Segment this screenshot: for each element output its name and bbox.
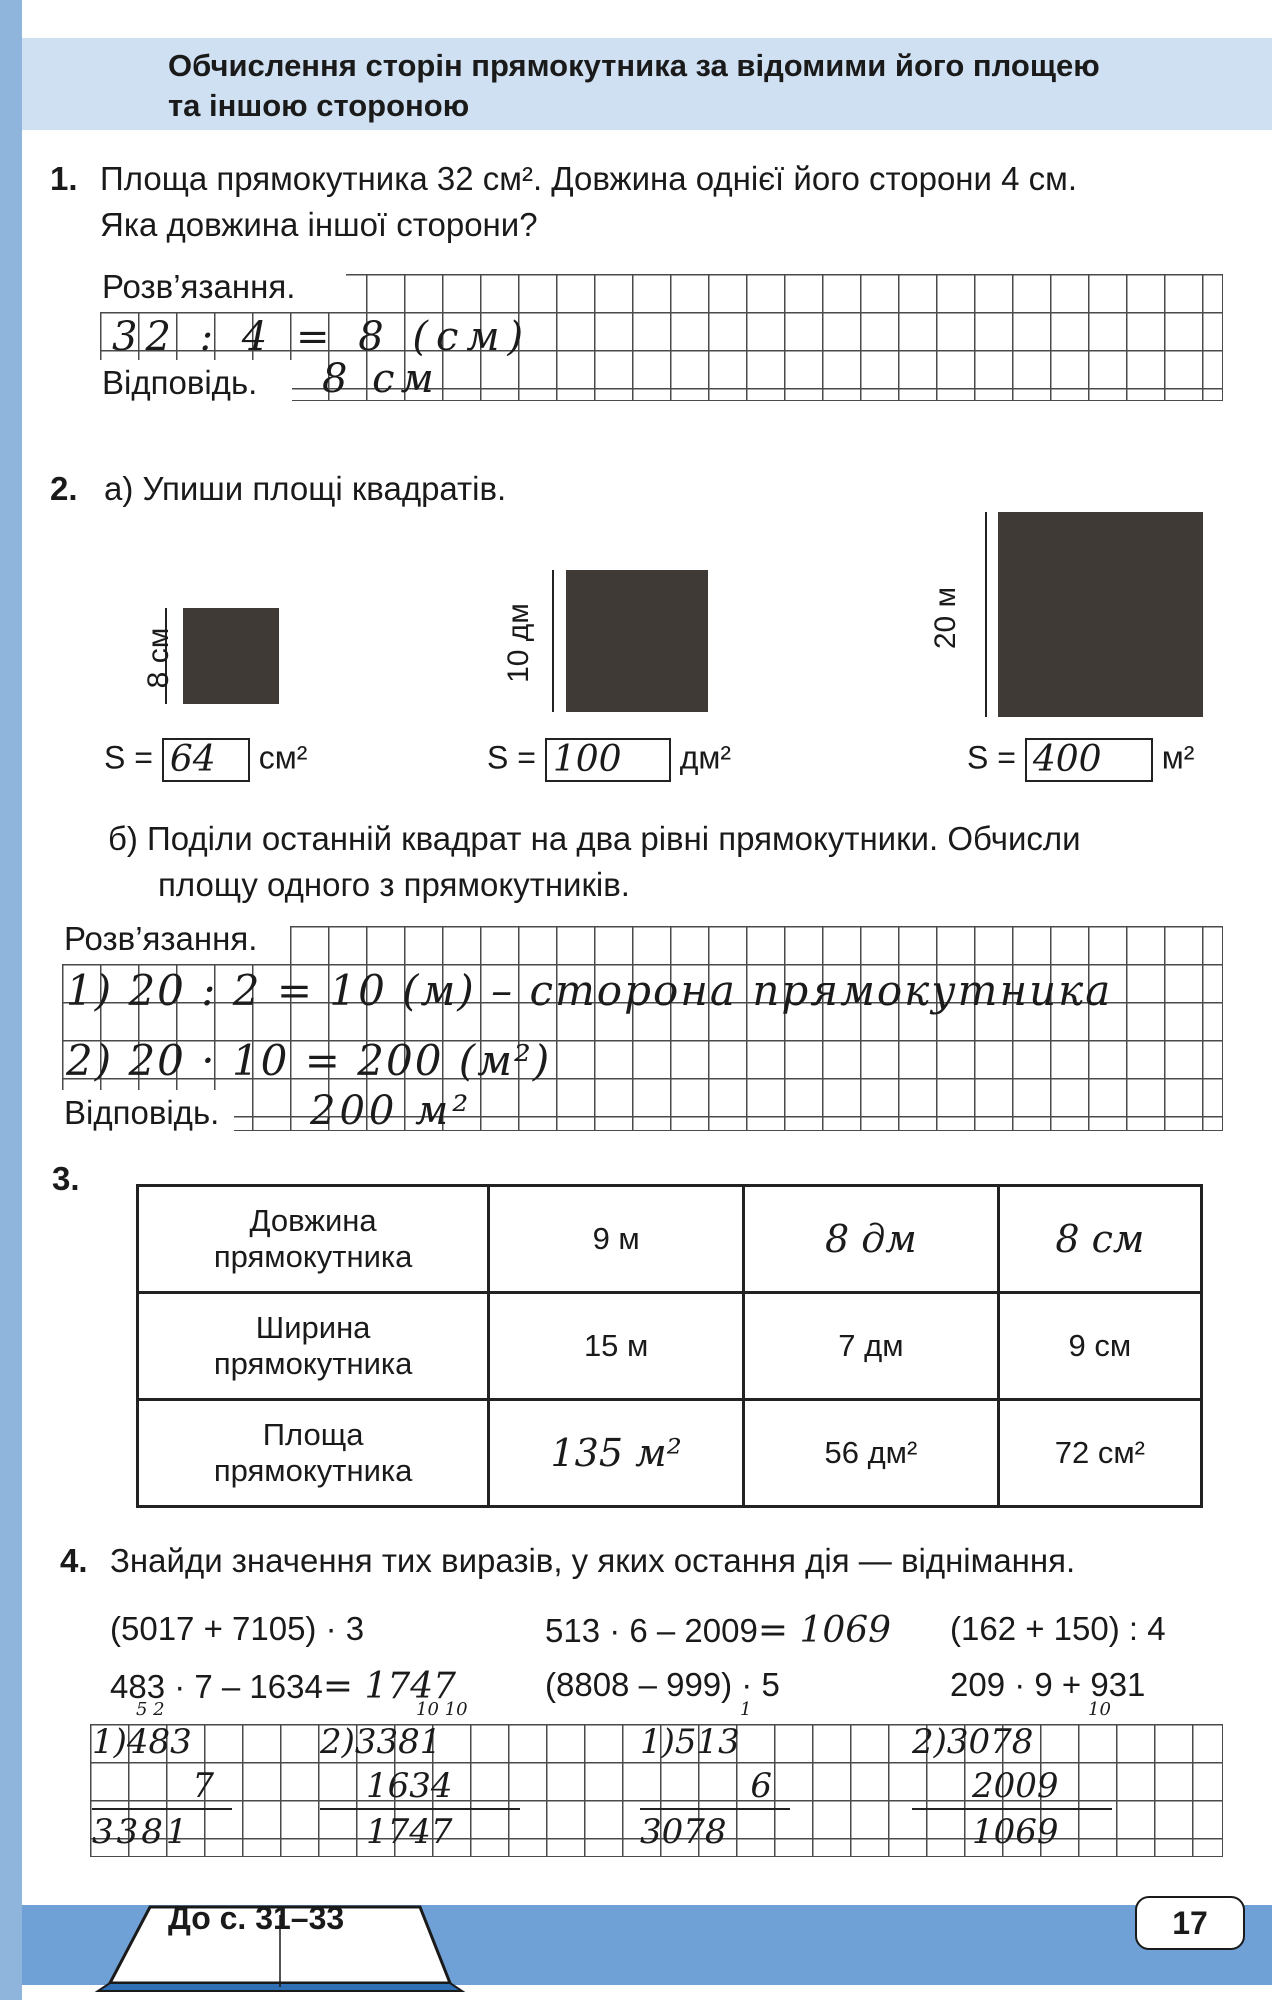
- square-20m-area-box: 400: [1025, 738, 1153, 782]
- table-header-width: [138, 1293, 489, 1400]
- square-8cm-unit: см²: [258, 739, 308, 776]
- task2b-step1-handwriting: 1) 20 : 2 = 10 (м) – сторона прямокутника: [66, 966, 1113, 1015]
- calc2-mid: 1634: [366, 1766, 453, 1806]
- square-10dm-side-text: 10 дм: [502, 603, 535, 683]
- square-10dm-unit: дм²: [679, 739, 732, 776]
- task1-solution-handwriting: 32 : 4 = 8 (см): [112, 314, 532, 360]
- table-cell: 7 дм: [744, 1293, 999, 1400]
- calc4-mid: 2009: [972, 1766, 1059, 1806]
- square-20m-area: [967, 738, 1194, 782]
- calc2-top: [320, 1720, 520, 1764]
- calc4-carry: 10: [1088, 1699, 1111, 1720]
- square-20m-side-text: 20 м: [929, 586, 962, 650]
- area-header-line1: Площа: [262, 1417, 364, 1452]
- calc4-top: [912, 1720, 1112, 1764]
- expr-r2c3: 209 · 9 + 931: [950, 1666, 1146, 1703]
- table-cell: 15 м: [489, 1293, 744, 1400]
- square-10dm-side-label: [502, 583, 538, 703]
- square-20m-unit: м²: [1161, 739, 1195, 776]
- task2b-solution-label: Розв’язання.: [64, 920, 258, 957]
- table-cell-handwritten: 135 м²: [489, 1400, 744, 1507]
- calc1-top-value: 483: [126, 1722, 192, 1762]
- calc1: [92, 1700, 232, 1854]
- table-cell-handwritten: 8 см: [998, 1186, 1201, 1293]
- square-20m-side-label: [929, 563, 965, 673]
- calc3-label: 1): [640, 1722, 675, 1762]
- area-header-line2: прямокутника: [213, 1453, 413, 1488]
- calc2-label: 2): [320, 1722, 355, 1762]
- expr-r1c2-text: 513 · 6 – 2009: [545, 1612, 758, 1649]
- calc1-mid: 7: [192, 1766, 214, 1806]
- table-row: [138, 1400, 1202, 1507]
- task1-number: 1.: [50, 160, 78, 197]
- expr-r1c2-answer: = 1069: [757, 1610, 892, 1651]
- expr-r2c1-text: 483 · 7 – 1634: [110, 1668, 323, 1705]
- calc3-top-value: 513: [674, 1722, 740, 1762]
- task4-number: 4.: [60, 1542, 88, 1579]
- calc1-carry: 5 2: [136, 1699, 165, 1720]
- square-10dm: [566, 570, 708, 712]
- calc3-res: 3078: [640, 1808, 790, 1854]
- task2-part-a: а) Упиши площі квадратів.: [104, 470, 507, 507]
- length-header-line1: Довжина: [249, 1203, 377, 1238]
- expr-r1c2: [545, 1610, 891, 1651]
- page-title-line2: та іншою стороною: [168, 88, 470, 123]
- task1-answer-handwriting: 8 см: [322, 356, 440, 402]
- table-header-area: [138, 1400, 489, 1507]
- task2-part-b-line2: площу одного з прямокутників.: [158, 866, 630, 903]
- calc1-label: 1): [92, 1722, 127, 1762]
- expr-r1c1: (5017 + 7105) · 3: [110, 1610, 365, 1647]
- table-row: [138, 1293, 1202, 1400]
- calc3-carry: 1: [740, 1699, 752, 1720]
- task2-part-b-line1: б) Поділи останній квадрат на два рівні прямокутники. Обчисли: [108, 820, 1081, 857]
- calc2-carry: 10 10: [416, 1699, 468, 1720]
- calc3: [640, 1700, 790, 1854]
- page-title: [168, 46, 1168, 126]
- calc3-mid: 6: [750, 1766, 772, 1806]
- expr-r2c2: (8808 – 999) · 5: [545, 1666, 780, 1703]
- task1-text-line1: Площа прямокутника 32 см². Довжина однієї його сторони 4 см.: [100, 160, 1078, 197]
- task3-table: [136, 1184, 1203, 1508]
- square-20m-s-prefix: S =: [967, 739, 1016, 776]
- square-10dm-area-box: 100: [545, 738, 671, 782]
- calc2-top-value: 3381: [354, 1722, 442, 1762]
- square-8cm-area: [104, 738, 307, 782]
- table-cell-handwritten: 8 дм: [744, 1186, 999, 1293]
- calc4-res: 1069: [912, 1808, 1112, 1854]
- table-cell: 72 см²: [998, 1400, 1201, 1507]
- length-header-line2: прямокутника: [213, 1239, 413, 1274]
- calc1-top: [92, 1720, 232, 1764]
- footer-ref: До с. 31–33: [168, 1900, 345, 1936]
- width-header-line2: прямокутника: [213, 1346, 413, 1381]
- task3-number: 3.: [52, 1160, 80, 1197]
- square-8cm-area-box: 64: [162, 738, 250, 782]
- task2b-answer-label: Відповідь.: [64, 1094, 220, 1131]
- calc2-res: 1747: [320, 1808, 520, 1854]
- square-8cm: [183, 608, 279, 704]
- width-header-line1: Ширина: [255, 1310, 371, 1345]
- table-row: [138, 1186, 1202, 1293]
- square-10dm-area: [487, 738, 731, 782]
- table-cell: 9 см: [998, 1293, 1201, 1400]
- calc4-top-value: 3078: [946, 1722, 1034, 1762]
- square-20m-dimension-line: [985, 512, 987, 717]
- task2b-answer-handwriting: 200 м²: [310, 1088, 473, 1134]
- left-margin-strip: [0, 0, 22, 2000]
- table-cell: 56 дм²: [744, 1400, 999, 1507]
- calc4: [912, 1700, 1112, 1854]
- square-10dm-s-prefix: S =: [487, 739, 536, 776]
- square-8cm-s-prefix: S =: [104, 739, 153, 776]
- page-number: 17: [1135, 1896, 1245, 1950]
- square-10dm-dimension-line: [552, 570, 554, 712]
- task1-text-line2: Яка довжина іншої сторони?: [100, 206, 538, 243]
- page-title-line1: Обчислення сторін прямокутника за відомими його площею: [168, 48, 1100, 83]
- task2b-step2-handwriting: 2) 20 · 10 = 200 (м²): [66, 1036, 552, 1085]
- calc3-top: [640, 1720, 790, 1764]
- expr-r1c3: (162 + 150) : 4: [950, 1610, 1166, 1647]
- calc4-label: 2): [912, 1722, 947, 1762]
- table-header-length: [138, 1186, 489, 1293]
- table-cell: 9 м: [489, 1186, 744, 1293]
- square-8cm-side-label: [142, 608, 178, 708]
- calc1-res: 3381: [92, 1808, 232, 1854]
- task1-answer-label: Відповідь.: [102, 364, 258, 401]
- square-20m: [998, 512, 1203, 717]
- task1-solution-label: Розв’язання.: [102, 268, 296, 305]
- calc2: [320, 1700, 520, 1854]
- task2-number: 2.: [50, 470, 78, 507]
- expr-r2c1-answer: = 1747: [322, 1666, 457, 1707]
- task4-text: Знайди значення тих виразів, у яких остання дія — віднімання.: [110, 1542, 1076, 1579]
- square-8cm-side-text: 8 см: [142, 627, 175, 689]
